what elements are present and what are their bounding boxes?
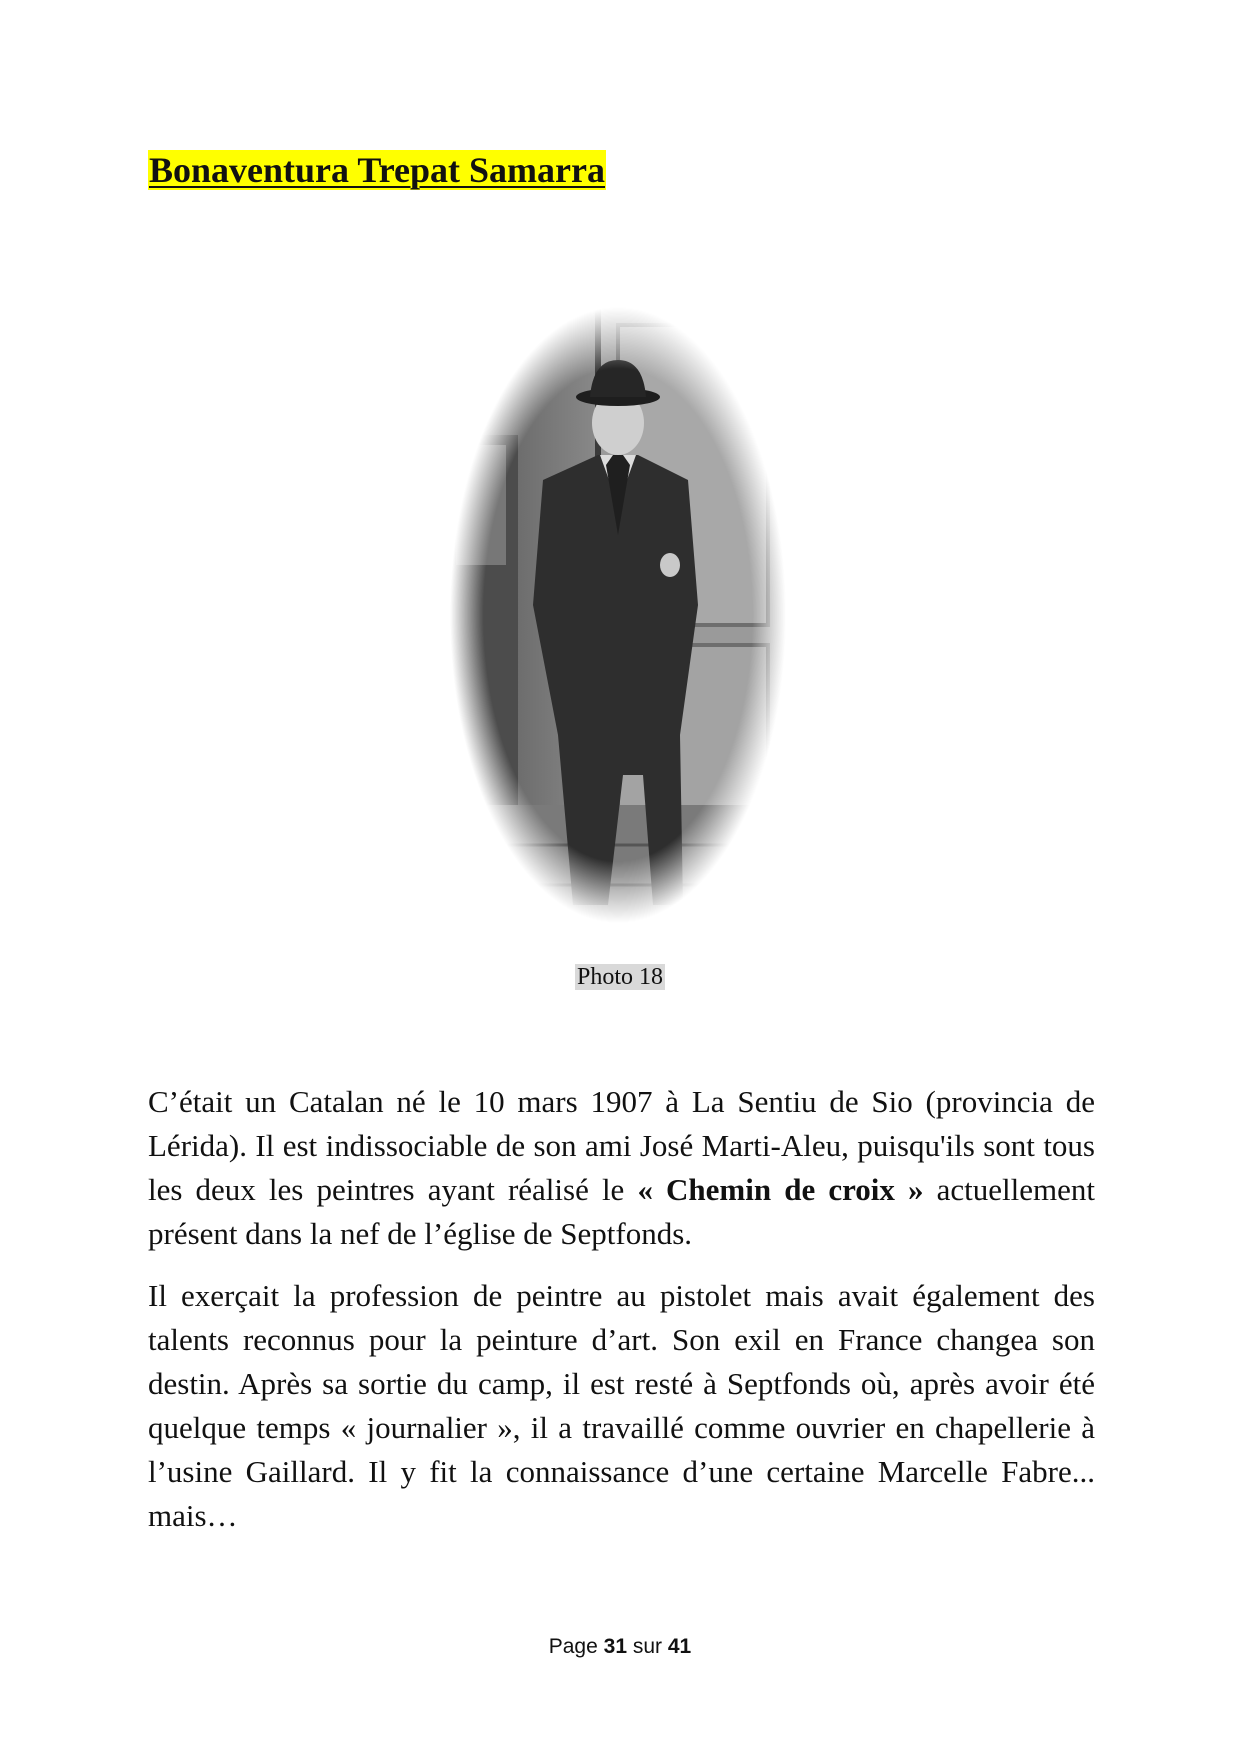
page-current: 31 bbox=[603, 1635, 627, 1658]
photo-caption-text: Photo 18 bbox=[576, 964, 663, 990]
page-title-text: Bonaventura Trepat Samarra bbox=[149, 150, 605, 190]
paragraph-text: actuellement présent dans la nef de l’église de Septfonds. bbox=[148, 1172, 1095, 1251]
page-footer bbox=[0, 1634, 1240, 1660]
page-total: 41 bbox=[667, 1635, 692, 1658]
paragraph: Il exerçait la profession de peintre au pistolet mais avait également des talents reconnus pour la peinture d’art. Son exil en France changea son destin. Après sa sortie du camp, il est resté à Septfonds où, après avoir été quelque temps « journalier », il a travaillé comme ouvrier en chapellerie à l’usine Gaillard. Il y fit la connaissance d’une certaine Marcelle Fabre... mais… bbox=[148, 1278, 1095, 1533]
photo-caption bbox=[0, 962, 1240, 992]
portrait-photo-image bbox=[448, 305, 788, 925]
body-text bbox=[148, 1080, 1095, 1556]
of-label: sur bbox=[632, 1635, 663, 1658]
portrait-photo bbox=[448, 305, 788, 925]
paragraph-text: C’était un Catalan né le 10 mars 1907 à La Sentiu de Sio (provincia de Lérida). Il est indissociable de son ami José Marti-Aleu, puisqu'ils sont tous les deux les peintres ayant réalisé le bbox=[148, 1084, 1095, 1207]
page-label: Page bbox=[548, 1635, 598, 1658]
paragraph-bold-text: « Chemin de croix » bbox=[637, 1172, 924, 1207]
paragraph bbox=[148, 1080, 1095, 1256]
page-title bbox=[148, 148, 606, 192]
